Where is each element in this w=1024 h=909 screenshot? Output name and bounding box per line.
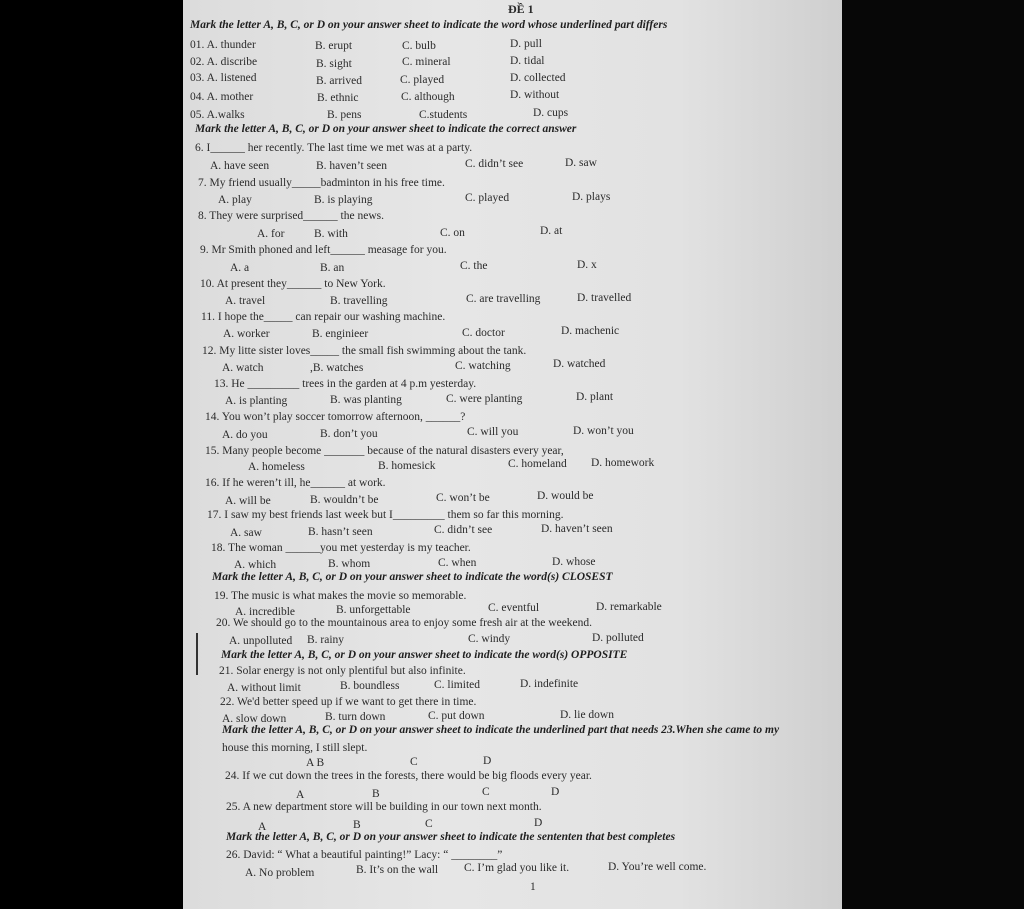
background-shadow [842,0,1024,909]
exam-line: A. play [218,194,252,206]
exam-line: 14. You won’t play soccer tomorrow afternoon, ______? [205,411,466,423]
exam-line: 03. A. listened [190,72,257,84]
exam-line: A [258,821,267,833]
exam-line: D. pull [510,38,542,50]
exam-line: C. doctor [462,327,505,339]
exam-line: D. at [540,225,563,237]
exam-line: D. homework [591,457,655,469]
exam-line: B. don’t you [320,428,378,440]
exam-line: C [482,786,490,798]
exam-line: C. played [400,74,445,86]
exam-line: D. lie down [560,709,614,721]
exam-line: D. travelled [577,292,632,304]
exam-line: C. mineral [402,56,451,68]
exam-line: D. remarkable [596,601,662,613]
exam-line: D. plant [576,391,614,403]
exam-line: D [551,786,560,798]
exam-line: A. for [257,228,285,240]
exam-line: D. polluted [592,632,644,644]
exam-line: ,B. watches [310,362,364,374]
exam-line: B. sight [316,58,352,70]
exam-line: 12. My litte sister loves_____ the small fish swimming about the tank. [202,345,527,357]
exam-line: C. were planting [446,393,523,405]
exam-line: 04. A. mother [190,91,254,103]
exam-line: B [353,819,361,831]
exam-line: C. didn’t see [434,524,493,536]
exam-line: B. haven’t seen [316,160,388,172]
exam-line: C. eventful [488,602,540,614]
exam-line: A. is planting [225,395,288,407]
exam-line: B. pens [327,109,362,121]
exam-line: D. won’t you [573,425,634,437]
exam-line: B. enginieer [312,328,369,340]
exam-line: 19. The music is what makes the movie so memorable. [214,590,467,602]
exam-line: B. erupt [315,40,353,52]
exam-line: A. worker [223,328,270,340]
exam-line: D. collected [510,72,566,84]
exam-line: A. without limit [227,682,301,694]
exam-line: B [372,788,380,800]
exam-title: ĐỀ 1 [508,2,534,16]
exam-line: D. machenic [561,325,620,337]
exam-line: A. homeless [248,461,305,473]
exam-line: D. saw [565,157,597,169]
exam-line: C. put down [428,710,485,722]
exam-line: B. It’s on the wall [356,864,439,876]
section-instruction: Mark the letter A, B, C, or D on your answer sheet to indicate the underlined part that needs 23.When she came to my [222,724,780,736]
exam-line: A. slow down [222,713,287,725]
exam-line: D. without [510,89,560,101]
exam-line: D. watched [553,358,606,370]
exam-line: 15. Many people become _______ because of the natural disasters every year, [205,445,564,457]
margin-pen-mark [196,633,198,675]
exam-line: C.students [419,109,468,121]
exam-line: D. cups [533,107,569,119]
exam-line: A. travel [225,295,266,307]
exam-line: 9. Mr Smith phoned and left______ measage for you. [200,244,447,256]
section-instruction: Mark the letter A, B, C, or D on your answer sheet to indicate the correct answer [195,123,577,135]
exam-line: B. is playing [314,194,373,206]
exam-line: C. watching [455,360,511,372]
exam-line: 02. A. discribe [190,56,258,68]
exam-line: C [425,818,433,830]
exam-line: D. x [577,259,597,271]
exam-line: C. will you [467,426,519,438]
exam-line: A. do you [222,429,268,441]
exam-line: C. didn’t see [465,158,524,170]
exam-line: A. saw [230,527,262,539]
exam-line: A. will be [225,495,271,507]
exam-line: A. No problem [245,867,315,879]
exam-line: A. which [234,559,277,571]
exam-line: C. windy [468,633,511,645]
exam-line: C. homeland [508,458,567,470]
exam-line: D. plays [572,191,611,203]
exam-line: B. homesick [378,460,436,472]
exam-line: A B [306,757,325,769]
exam-line: B. travelling [330,295,388,307]
exam-line: house this morning, I still slept. [222,742,368,754]
exam-line: C. although [401,91,455,103]
exam-line: C. won’t be [436,492,490,504]
exam-line: C. limited [434,679,480,691]
exam-line: 22. We'd better speed up if we want to get there in time. [220,696,477,708]
exam-line: B. turn down [325,711,386,723]
exam-line: A. have seen [210,160,270,172]
exam-line: B. arrived [316,75,362,87]
exam-line: 7. My friend usually_____badminton in his free time. [198,177,445,189]
exam-line: C. I’m glad you like it. [464,862,570,874]
exam-line: D. whose [552,556,596,568]
exam-line: B. unforgettable [336,604,411,616]
exam-line: A. watch [222,362,264,374]
exam-line: 11. I hope the_____ can repair our washing machine. [201,311,446,323]
exam-line: 18. The woman ______you met yesterday is my teacher. [211,542,471,554]
exam-line: B. rainy [307,634,345,646]
exam-line: D. You’re well come. [608,861,707,873]
exam-line: C. when [438,557,477,569]
exam-line: B. boundless [340,680,400,692]
exam-line: 10. At present they______ to New York. [200,278,386,290]
exam-line: B. with [314,228,348,240]
exam-line: C. the [460,260,488,272]
section-instruction: Mark the letter A, B, C, or D on your answer sheet to indicate the sententen that best completes [226,831,676,843]
exam-line: 26. David: “ What a beautiful painting!” Lacy: “ ________” [226,849,503,861]
exam-line: D. would be [537,490,594,502]
exam-line: A. a [230,262,250,274]
page-number: 1 [530,881,536,893]
exam-line: 21. Solar energy is not only plentiful but also infinite. [219,665,466,677]
exam-line: D. indefinite [520,678,579,690]
exam-line: 13. He _________ trees in the garden at 4 p.m yesterday. [214,378,477,390]
exam-line: D [483,755,492,767]
exam-line: D. tidal [510,55,545,67]
section-instruction: Mark the letter A, B, C, or D on your answer sheet to indicate the word(s) OPPOSITE [221,649,628,661]
exam-line: 05. A.walks [190,109,245,121]
exam-line: B. hasn’t seen [308,526,373,538]
exam-line: B. ethnic [317,92,359,104]
exam-line: 8. They were surprised______ the news. [198,210,384,222]
exam-line: 24. If we cut down the trees in the forests, there would be big floods every year. [225,770,592,782]
exam-line: C. are travelling [466,293,541,305]
section-instruction: Mark the letter A, B, C, or D on your answer sheet to indicate the word(s) CLOSEST [212,571,613,583]
exam-line: 17. I saw my best friends last week but I_________ them so far this morning. [207,509,564,521]
exam-line: 25. A new department store will be building in our town next month. [226,801,542,813]
exam-line: C. played [465,192,510,204]
exam-line: B. wouldn’t be [310,494,379,506]
exam-line: C. bulb [402,40,436,52]
exam-line: 6. I______ her recently. The last time we met was at a party. [195,142,473,154]
exam-line: D [534,817,543,829]
exam-line: 20. We should go to the mountainous area to enjoy some fresh air at the weekend. [216,617,593,629]
exam-line: A [296,789,305,801]
exam-line: B. whom [328,558,371,570]
exam-line: B. was planting [330,394,402,406]
exam-line: C [410,756,418,768]
exam-line: 01. A. thunder [190,39,256,51]
exam-line: A. unpolluted [229,635,293,647]
exam-line: B. an [320,262,345,274]
exam-line: 16. If he weren’t ill, he______ at work. [205,477,386,489]
exam-line: A. incredible [235,606,296,618]
section-instruction: Mark the letter A, B, C, or D on your answer sheet to indicate the word whose underlined part differs [190,19,668,31]
exam-line: D. haven’t seen [541,523,613,535]
exam-line: C. on [440,227,465,239]
